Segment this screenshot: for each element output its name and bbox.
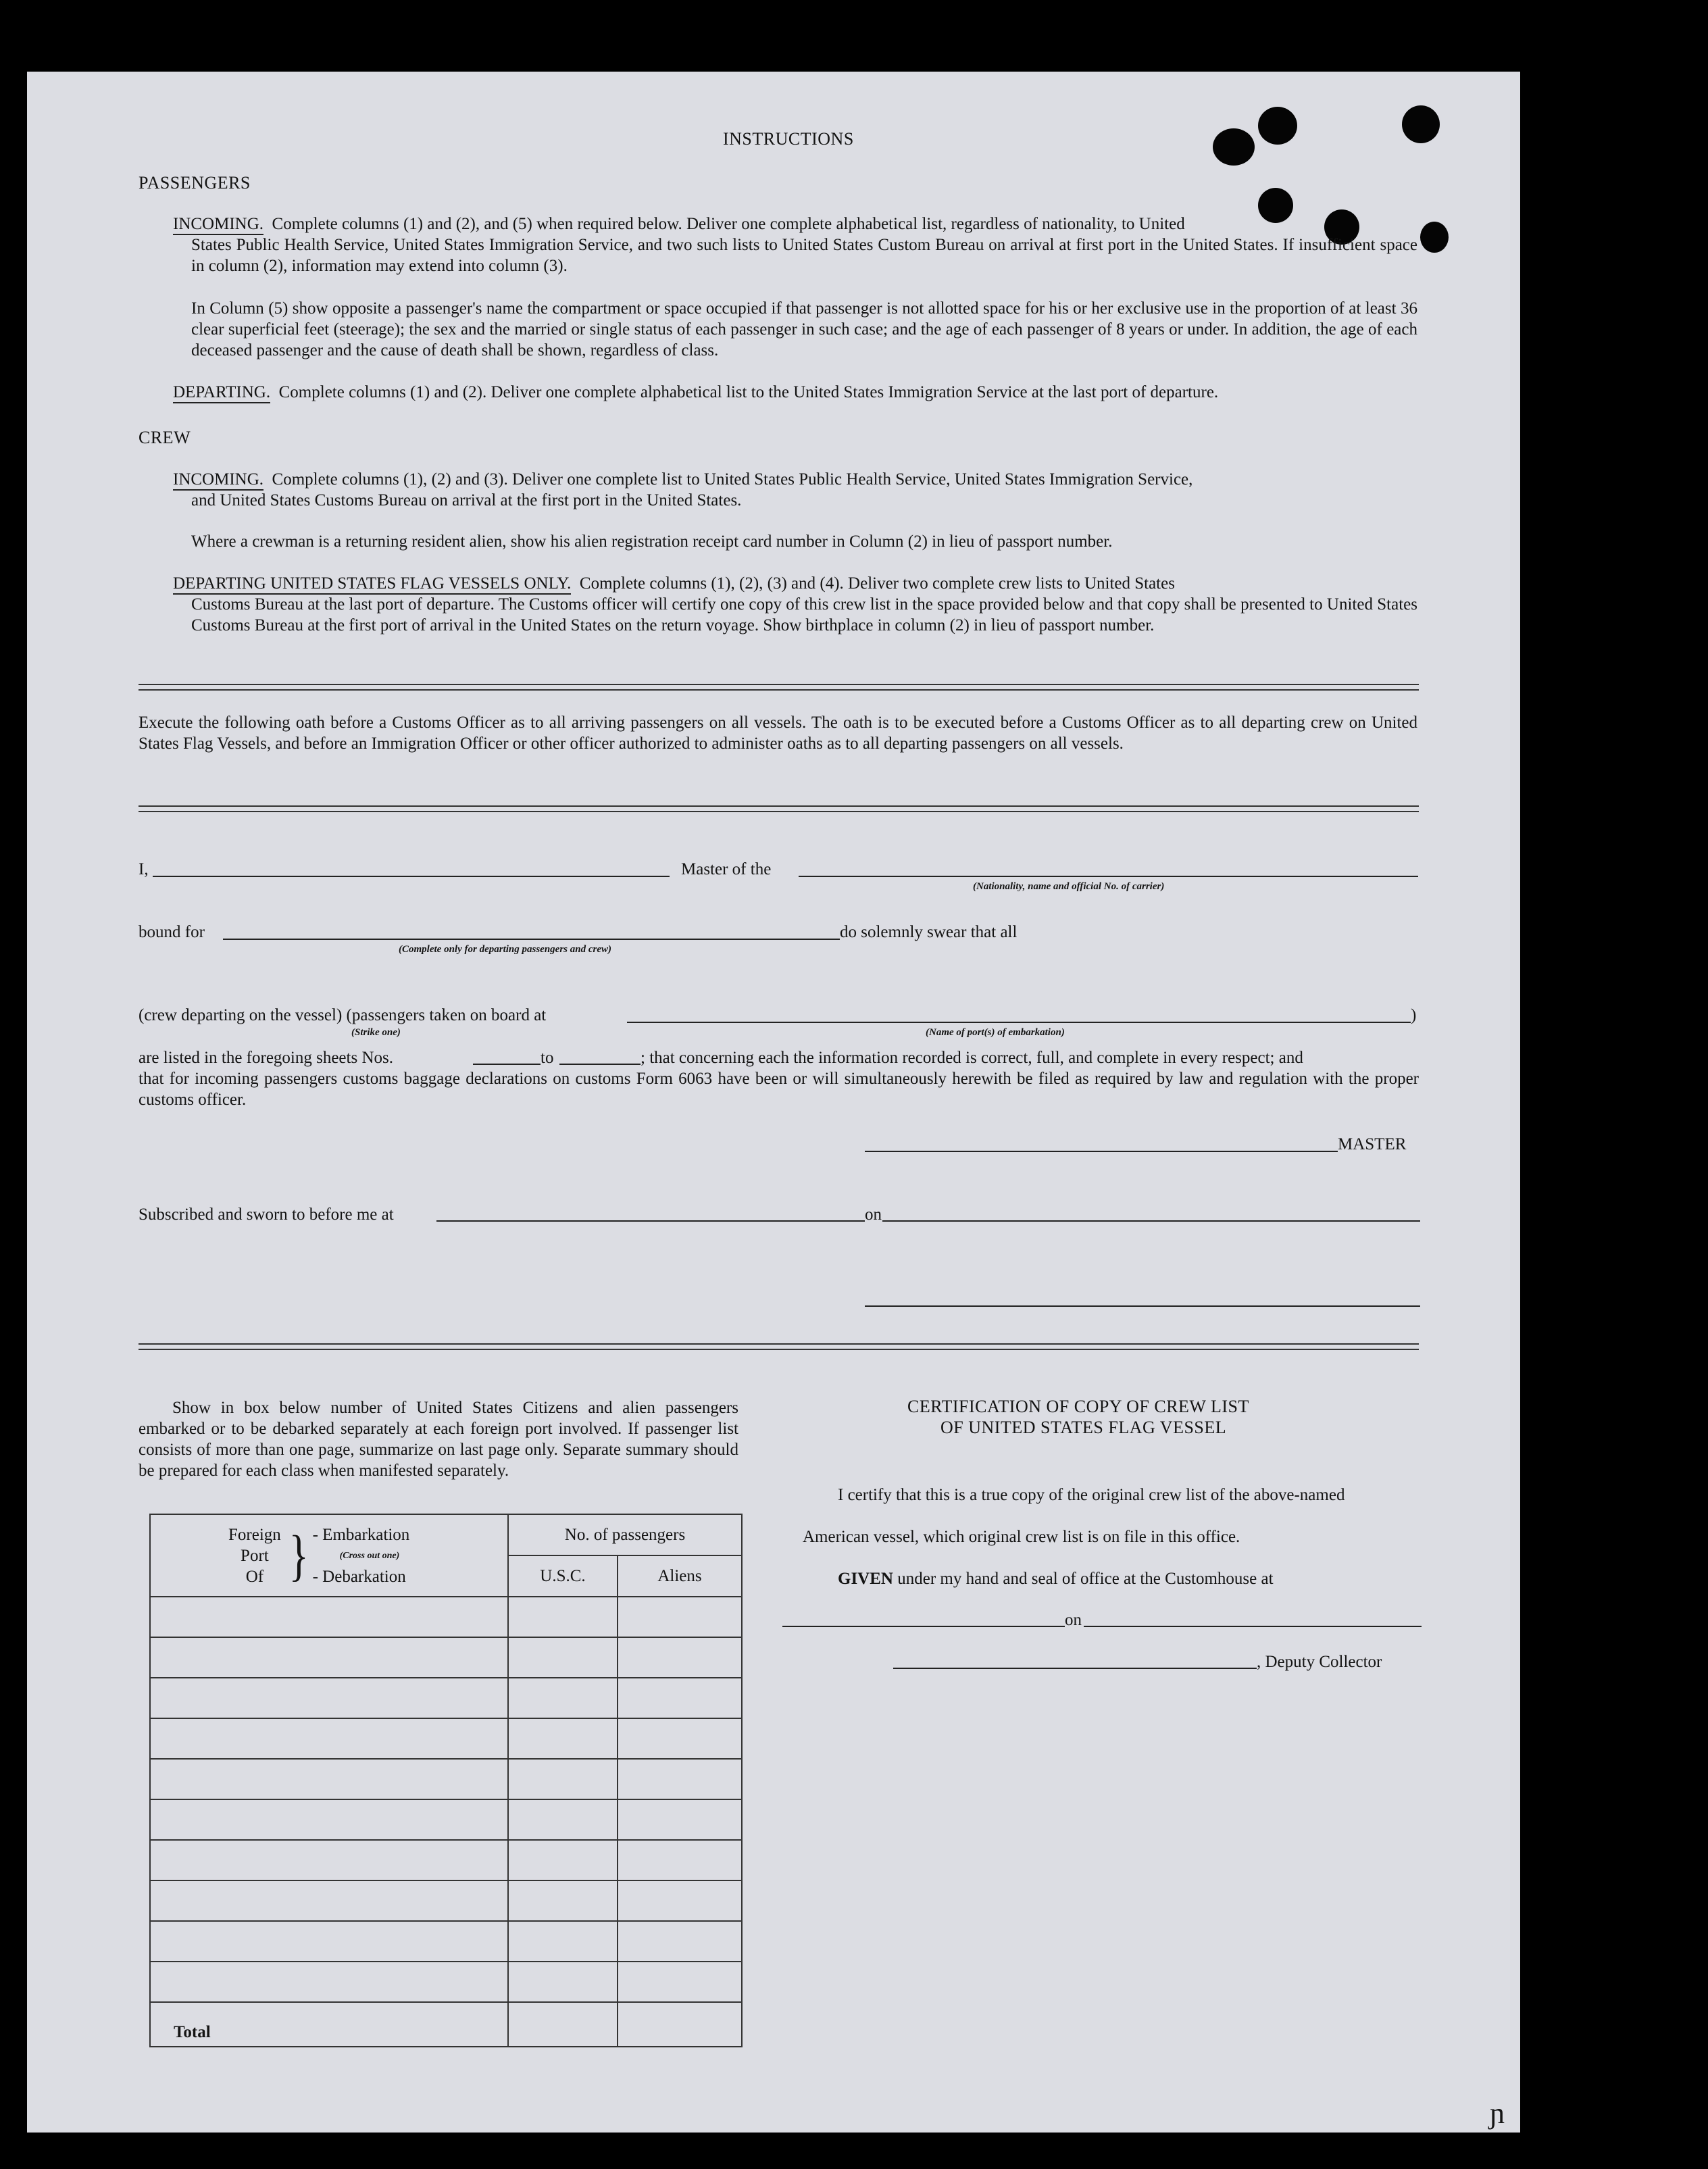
- table-row: [150, 1799, 742, 1840]
- listed-sheets-text: are listed in the foregoing sheets Nos.: [139, 1049, 393, 1067]
- aliens-cell[interactable]: [618, 1759, 742, 1799]
- usc-cell[interactable]: [508, 1962, 618, 2002]
- port-cell[interactable]: [150, 1637, 508, 1678]
- cross-out-caption: (Cross out one): [339, 1550, 400, 1561]
- aliens-cell[interactable]: [618, 1880, 742, 1921]
- port-cell[interactable]: [150, 1962, 508, 2002]
- usc-cell[interactable]: [508, 1637, 618, 1678]
- sheet-to-field[interactable]: [559, 1064, 640, 1065]
- cert-date-field[interactable]: [1084, 1626, 1422, 1627]
- divider: [139, 684, 1419, 685]
- listed-correct-text: ; that concerning each the information recorded is correct, full, and complete in every respect; and: [640, 1049, 1303, 1067]
- usc-cell[interactable]: [508, 1759, 618, 1799]
- instructions-title: INSTRUCTIONS: [723, 129, 854, 149]
- port-cell[interactable]: [150, 1799, 508, 1840]
- crew-departing-rest: Customs Bureau at the last port of departure. The Customs officer will certify one copy of this crew list in the space provided below and that copy shall be presented to United States Customs Bureau at the first port of arrival in the United States on the return voyage. Show birthplace in column (2) in lieu of passport number.: [191, 595, 1417, 634]
- passengers-departing: [173, 382, 1218, 403]
- bound-for-label: bound for: [139, 923, 205, 941]
- usc-cell[interactable]: [508, 1718, 618, 1759]
- usc-cell[interactable]: [508, 1921, 618, 1962]
- table-row: [150, 1597, 742, 1637]
- american-vessel-text: American vessel, which original crew list is on file in this office.: [803, 1528, 1240, 1546]
- summary-instructions: Show in box below number of United States Citizens and alien passengers embarked or to be debarked separately at each foreign port involved. If passenger list consists of more than one page, summarize on last page only. Separate summary should be prepared for each class when manifested separately.: [139, 1399, 738, 1480]
- sworn-date-field[interactable]: [882, 1220, 1420, 1222]
- on-label: on: [865, 1205, 882, 1224]
- usc-cell[interactable]: [508, 1880, 618, 1921]
- usc-cell[interactable]: [508, 1678, 618, 1718]
- divider: [139, 805, 1419, 807]
- port-cell[interactable]: [150, 1921, 508, 1962]
- master-of-the-label: Master of the: [681, 860, 772, 878]
- foreign-port-header: [150, 1514, 508, 1597]
- foreign-label: Foreign: [228, 1525, 281, 1544]
- sworn-place-field[interactable]: [436, 1220, 865, 1222]
- port-cell[interactable]: [150, 1718, 508, 1759]
- passengers-incoming-rest: States Public Health Service, United States Immigration Service, and two such lists to United States Custom Bureau on arrival at first port in the United States. If insufficient space in column (2), information may extend into column (3).: [191, 236, 1417, 275]
- table-row: [150, 1678, 742, 1718]
- embarkation-option[interactable]: - Embarkation: [312, 1525, 410, 1544]
- aliens-cell[interactable]: [618, 1921, 742, 1962]
- aliens-cell[interactable]: [618, 1840, 742, 1880]
- passengers-departing-label: DEPARTING.: [173, 383, 270, 403]
- usc-cell[interactable]: [508, 1799, 618, 1840]
- passengers-incoming-line1: [173, 214, 1185, 234]
- total-label: Total: [150, 2002, 508, 2047]
- punch-hole: [1402, 105, 1440, 143]
- crew-incoming-line2: and United States Customs Bureau on arrival at the first port in the United States.: [191, 491, 742, 509]
- passenger-count-table: [149, 1514, 743, 2047]
- port-cell[interactable]: [150, 1678, 508, 1718]
- crew-incoming-line1: [173, 469, 1192, 490]
- table-row: [150, 1637, 742, 1678]
- sheet-from-field[interactable]: [473, 1064, 541, 1065]
- customhouse-field[interactable]: [782, 1626, 1065, 1627]
- table-row: [150, 1962, 742, 2002]
- passengers-column5-text: In Column (5) show opposite a passenger's name the compartment or space occupied if that passenger is not allotted space for his or her exclusive use in the proportion of at least 36 clear superficial feet (steerage); the sex and the married or single status of each passenger in such case; and the age of each passenger of 8 years or under. In addition, the age of each deceased passenger and the cause of death shall be shown, regardless of class.: [191, 299, 1417, 359]
- crew-incoming-text: Complete columns (1), (2) and (3). Deliver one complete list to United States Public Health Service, United States Immigration Service,: [272, 470, 1193, 489]
- no-passengers-header: No. of passengers: [508, 1514, 742, 1555]
- listed-to-text: to: [541, 1049, 554, 1067]
- table-row: [150, 1880, 742, 1921]
- table-row: [150, 1718, 742, 1759]
- oath-instructions: Execute the following oath before a Customs Officer as to all arriving passengers on all vessels. The oath is to be executed before a Customs Officer as to all departing crew on United States Flag Vessels, and before an Immigration Officer or other officer authorized to administer oaths as to all departing passengers on all vessels.: [139, 714, 1417, 753]
- divider: [139, 1343, 1419, 1345]
- usc-total-cell[interactable]: [508, 2002, 618, 2047]
- divider: [139, 1349, 1419, 1350]
- oath-i-label: I,: [139, 860, 149, 878]
- deputy-collector-signature[interactable]: [893, 1668, 1257, 1669]
- master-name-field[interactable]: [153, 876, 670, 877]
- swear-text: do solemnly swear that all: [840, 923, 1018, 941]
- embarkation-port-field[interactable]: [627, 1022, 1411, 1023]
- subscribed-text: Subscribed and sworn to before me at: [139, 1205, 394, 1224]
- port-cell[interactable]: [150, 1880, 508, 1921]
- carrier-caption: (Nationality, name and official No. of carrier): [973, 881, 1165, 892]
- cert-on-label: on: [1065, 1611, 1082, 1629]
- total-row: [150, 2002, 742, 2047]
- master-signature-field[interactable]: [865, 1151, 1338, 1152]
- given-bold: GIVEN: [838, 1570, 893, 1588]
- bound-for-field[interactable]: [223, 939, 840, 940]
- table-row: [150, 1921, 742, 1962]
- crew-departing-text: Complete columns (1), (2), (3) and (4). Deliver two complete crew lists to United States: [579, 574, 1175, 593]
- table-row: [150, 1759, 742, 1799]
- aliens-cell[interactable]: [618, 1678, 742, 1718]
- master-label: MASTER: [1338, 1135, 1407, 1153]
- port-cell[interactable]: [150, 1597, 508, 1637]
- punch-hole: [1420, 222, 1449, 253]
- officer-signature-field[interactable]: [865, 1305, 1420, 1307]
- usc-cell[interactable]: [508, 1840, 618, 1880]
- port-caption: (Name of port(s) of embarkation): [926, 1027, 1065, 1038]
- punch-hole: [1213, 128, 1255, 166]
- passengers-heading: PASSENGERS: [139, 173, 251, 193]
- strike-one-caption: (Strike one): [351, 1027, 401, 1038]
- deputy-collector-label: , Deputy Collector: [1257, 1653, 1382, 1671]
- certify-text: I certify that this is a true copy of the original crew list of the above-named: [838, 1486, 1345, 1504]
- crew-resident-text: Where a crewman is a returning resident alien, show his alien registration receipt card number in Column (2) in lieu of passport number.: [191, 532, 1113, 551]
- aliens-cell[interactable]: [618, 1597, 742, 1637]
- aliens-cell[interactable]: [618, 1718, 742, 1759]
- port-label: Port: [241, 1546, 269, 1565]
- page-number-mark: ɲ: [1490, 2097, 1505, 2130]
- punch-hole: [1258, 188, 1293, 223]
- port-cell[interactable]: [150, 1840, 508, 1880]
- bound-for-caption: (Complete only for departing passengers and crew): [399, 944, 611, 955]
- aliens-cell[interactable]: [618, 1799, 742, 1840]
- aliens-total-cell[interactable]: [618, 2002, 742, 2047]
- divider: [139, 811, 1419, 812]
- passengers-incoming-label: INCOMING.: [173, 215, 263, 235]
- brace-icon: }: [288, 1524, 309, 1587]
- aliens-header: Aliens: [618, 1555, 742, 1597]
- crew-incoming-label: INCOMING.: [173, 470, 263, 491]
- given-rest: under my hand and seal of office at the Customhouse at: [893, 1570, 1274, 1588]
- crew-departing-line1: [173, 573, 1175, 594]
- aliens-cell[interactable]: [618, 1637, 742, 1678]
- punch-hole: [1258, 107, 1297, 145]
- close-paren: ): [1411, 1006, 1417, 1024]
- usc-cell[interactable]: [508, 1597, 618, 1637]
- certification-title-line2: OF UNITED STATES FLAG VESSEL: [940, 1418, 1227, 1437]
- crew-or-passengers-text: (crew departing on the vessel) (passengers taken on board at: [139, 1006, 547, 1024]
- divider: [139, 689, 1419, 691]
- passengers-incoming-text: Complete columns (1) and (2), and (5) when required below. Deliver one complete alphabetical list, regardless of nationality, to United: [272, 215, 1185, 233]
- aliens-cell[interactable]: [618, 1962, 742, 2002]
- carrier-field[interactable]: [799, 876, 1418, 877]
- usc-header: U.S.C.: [508, 1555, 618, 1597]
- listed-rest-text: that for incoming passengers customs baggage declarations on customs Form 6063 have been or will simultaneously herewith be filed as required by law and regulation with the proper customs officer.: [139, 1070, 1419, 1109]
- debarkation-option[interactable]: - Debarkation: [312, 1567, 406, 1586]
- table-row: [150, 1840, 742, 1880]
- crew-departing-label: DEPARTING UNITED STATES FLAG VESSELS ONLY.: [173, 574, 571, 595]
- passengers-departing-text: Complete columns (1) and (2). Deliver one complete alphabetical list to the United States Immigration Service at the last port of departure.: [278, 383, 1219, 401]
- given-text: [838, 1568, 1274, 1589]
- of-label: Of: [245, 1567, 264, 1586]
- port-cell[interactable]: [150, 1759, 508, 1799]
- crew-heading: CREW: [139, 428, 191, 447]
- certification-title-line1: CERTIFICATION OF COPY OF CREW LIST: [907, 1397, 1249, 1416]
